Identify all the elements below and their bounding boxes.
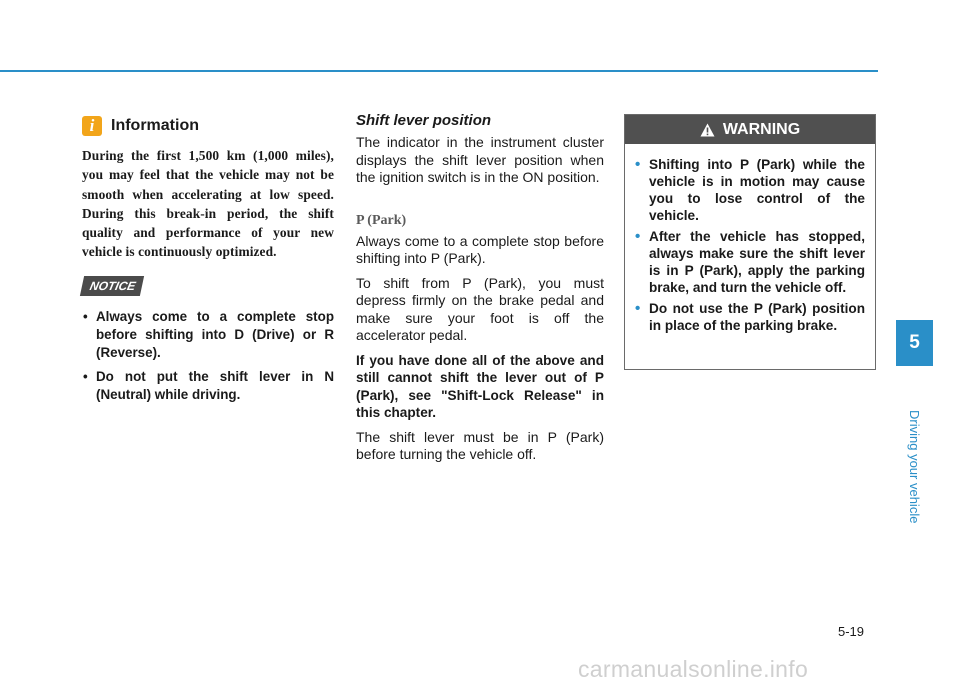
top-rule [0,70,878,72]
warning-box [624,114,876,370]
section-title: Shift lever position [356,112,492,129]
information-header [82,112,334,140]
notice-item: • Always come to a complete stop before shifting into D (Drive) or R (Reverse). [82,308,334,362]
warning-triangle-icon [700,123,715,137]
left-column [82,112,334,410]
paragraph: Always come to a complete stop before shifting into P (Park). [356,232,604,266]
warning-item: • Shifting into P (Park) while the vehicle is in motion may cause you to lose control of the vehicle. [635,156,865,224]
chapter-label: Driving your vehicle [907,410,922,524]
page-number: 5-19 [838,624,865,639]
watermark: carmanualsonline.info [578,656,809,682]
warning-item: • After the vehicle has stopped, always make sure the shift lever is in P (Park), apply the parking brake, and turn the vehicle off. [635,228,865,296]
paragraph: The shift lever must be in P (Park) before turning the vehicle off. [356,428,604,462]
notice-badge: NOTICE [80,276,145,296]
info-icon: i [82,116,102,136]
paragraph: To shift from P (Park), you must depress firmly on the brake pedal and make sure your foot is off the accelerator pedal. [356,274,604,343]
middle-column [356,112,604,471]
paragraph-bold: If you have done all of the above and still cannot shift the lever out of P (Park), see "Shift-Lock Release" in this chapter. [356,352,604,420]
notice-item: • Do not put the shift lever in N (Neutral) while driving. [82,368,334,404]
information-title: Information [111,117,199,134]
information-body: During the first 1,500 km (1,000 miles), you may feel that the vehicle may not be smooth when accelerating at low speed. During this break-in period, the shift quality and performance of your new vehicle is continuously optimized. [82,148,334,260]
intro-paragraph: The indicator in the instrument cluster displays the shift lever position when the ignition switch is in the ON position. [356,134,604,185]
park-subtitle: P (Park) [356,212,407,228]
warning-title: WARNING [722,120,801,138]
warning-list [635,156,865,334]
warning-header [625,115,875,144]
notice-list [82,308,334,404]
chapter-tab: 5 [896,320,933,366]
warning-item: • Do not use the P (Park) position in place of the parking brake. [635,300,865,334]
